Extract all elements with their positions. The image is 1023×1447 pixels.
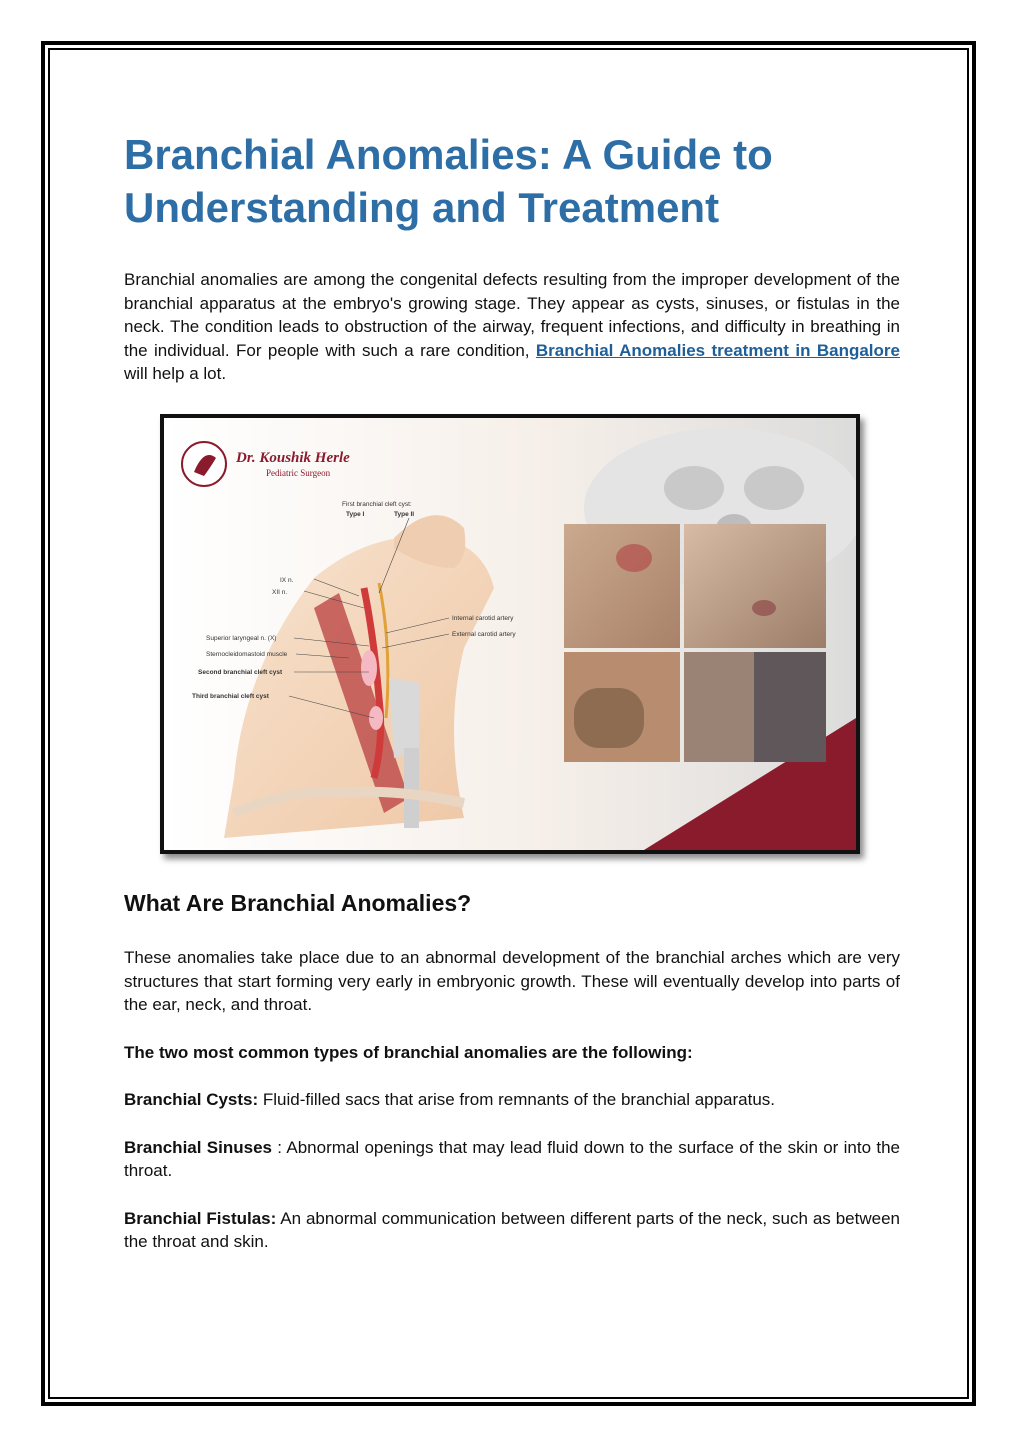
label-type1: Type I <box>346 511 365 518</box>
desc-fistulas: An abnormal communication between different parts of the neck, such as between the throat and skin. <box>124 1208 900 1251</box>
label-sternocleidomastoid: Sternocleidomastoid muscle <box>206 651 288 658</box>
label-internal-carotid: Internal carotid artery <box>452 615 514 622</box>
patient-photos <box>564 524 826 762</box>
types-intro: The two most common types of branchial anomalies are the following: <box>124 1042 693 1062</box>
brand-name: Dr. Koushik Herle <box>236 450 350 466</box>
label-superior-laryngeal: Superior laryngeal n. (X) <box>206 635 277 642</box>
header-section <box>124 128 900 386</box>
intro-text-after: will help a lot. <box>124 364 227 383</box>
list-item-sinuses <box>124 1136 900 1183</box>
page-title: Branchial Anomalies: A Guide to Understanding and Treatment <box>124 131 773 231</box>
anatomy-figure <box>160 414 860 854</box>
label-xii: XII n. <box>272 589 288 596</box>
label-third-cleft: Third branchial cleft cyst <box>192 693 269 700</box>
brand-subtitle: Pediatric Surgeon <box>266 468 331 478</box>
label-type2: Type II <box>394 511 415 518</box>
section-body <box>124 946 900 1278</box>
patient-photo-1 <box>564 524 680 648</box>
section-heading: What Are Branchial Anomalies? <box>124 890 472 916</box>
term-fistulas: Branchial Fistulas: <box>124 1208 277 1228</box>
term-cysts: Branchial Cysts: <box>124 1090 259 1109</box>
intro-text-before: Branchial anomalies are among the congenital defects resulting from the improper development of the branchial apparatus at the embryo's growing stage. They appear as cysts, sinuses, or fistulas in the neck. The condition leads to obstruction of the airway, frequent infections, and difficulty in breathing in the individual. For people with such a rare condition, <box>124 270 900 360</box>
term-sinuses: Branchial Sinuses <box>124 1137 272 1157</box>
list-item-cysts <box>124 1088 900 1112</box>
intro-paragraph <box>124 268 900 386</box>
patient-photo-2 <box>684 524 826 648</box>
treatment-link[interactable]: Branchial Anomalies treatment in Bangalore <box>535 340 900 360</box>
anatomy-illustration <box>164 418 856 850</box>
label-second-cleft: Second branchial cleft cyst <box>198 669 283 676</box>
label-ix: IX n. <box>280 577 294 584</box>
desc-sinuses: : Abnormal openings that may lead fluid down to the surface of the skin or into the throat. <box>124 1137 900 1180</box>
desc-cysts: Fluid-filled sacs that arise from remnants of the branchial apparatus. <box>258 1090 776 1109</box>
label-external-carotid: External carotid artery <box>452 631 516 638</box>
list-item-fistulas <box>124 1207 900 1254</box>
section-paragraph: These anomalies take place due to an abnormal development of the branchial arches which are very structures that start forming very early in embryonic growth. These will eventually develop into parts of the ear, neck, and throat. <box>124 948 900 1014</box>
label-first-cleft: First branchial cleft cyst: <box>342 501 412 508</box>
